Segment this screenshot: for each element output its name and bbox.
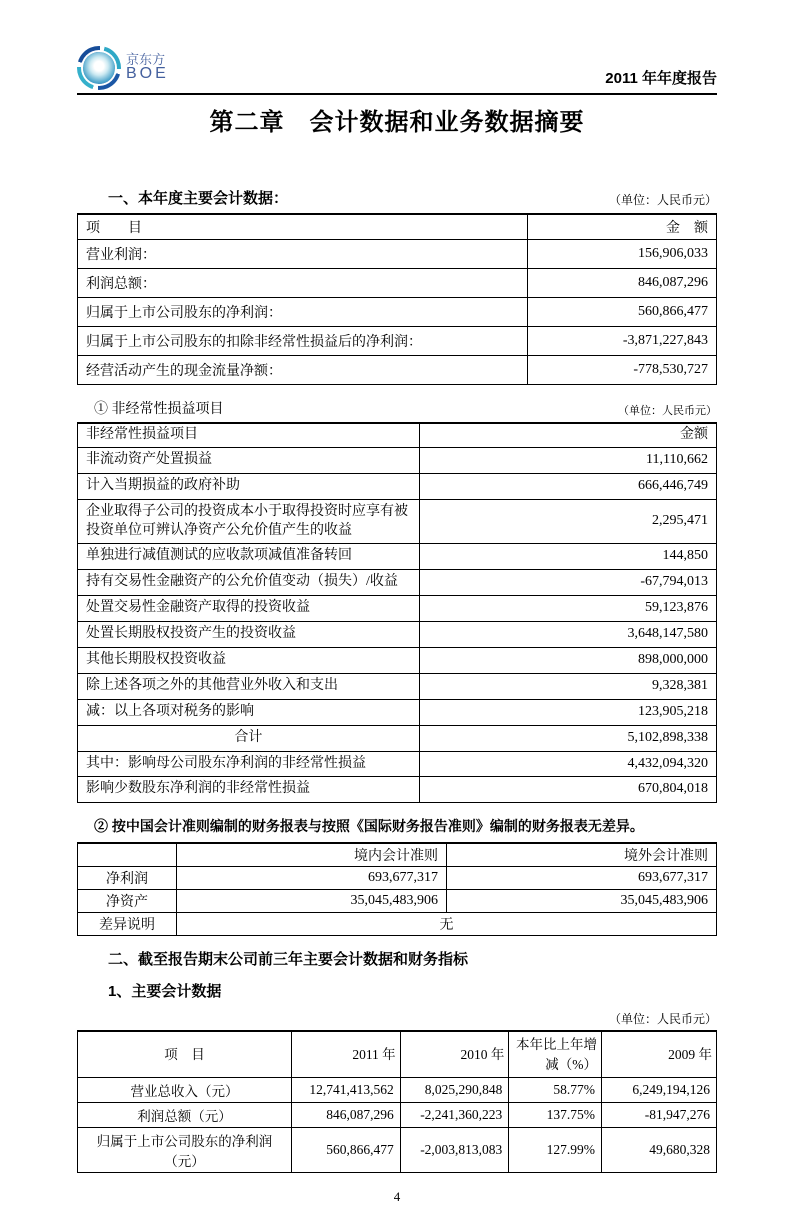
- row-value: 846,087,296: [528, 269, 717, 298]
- column-header-amount: 金 额: [528, 214, 717, 240]
- row-value-2010: -2,241,360,223: [400, 1103, 509, 1128]
- row-label: 归属于上市公司股东的净利润：: [78, 298, 528, 327]
- section1-unit-label: （单位：人民币元）: [608, 193, 717, 207]
- row-value: -3,871,227,843: [528, 327, 717, 356]
- table-row: [78, 473, 717, 499]
- row-value-2010: 8,025,290,848: [400, 1078, 509, 1103]
- page-number: 4: [393, 1189, 401, 1205]
- row-value: 666,446,749: [419, 473, 716, 499]
- logo-en-label: BOE: [126, 65, 169, 83]
- column-header-2009: 2009 年: [601, 1031, 716, 1078]
- table-row: [78, 356, 717, 385]
- total-row-label: 合计: [78, 725, 420, 751]
- total-row-value: 5,102,898,338: [419, 725, 716, 751]
- table-row: [78, 596, 717, 622]
- row-label: 减：以上各项对税务的影响: [78, 699, 420, 725]
- row-label: 归属于上市公司股东的扣除非经常性损益后的净利润：: [78, 327, 528, 356]
- nonrecurring-unit-label: （单位：人民币元）: [618, 405, 717, 417]
- row-label: 其中：影响母公司股东净利润的非经常性损益: [78, 751, 420, 777]
- row-value: 59,123,876: [419, 596, 716, 622]
- row-value: 670,804,018: [419, 777, 716, 803]
- logo-cn-label: 京东方: [126, 51, 166, 67]
- accounting-standards-table: [77, 842, 717, 936]
- note-row-value: 无: [177, 913, 717, 936]
- row-label: 营业总收入（元）: [78, 1078, 292, 1103]
- table-header-row: [78, 843, 717, 867]
- row-label: 归属于上市公司股东的净利润（元）: [78, 1128, 292, 1173]
- table-row: [78, 240, 717, 269]
- row-value-2011: 560,866,477: [292, 1128, 401, 1173]
- three-year-data-table: [77, 1030, 717, 1173]
- column-header-amount: 金额: [419, 423, 716, 447]
- nonrecurring-items-table: [77, 422, 717, 803]
- row-value: 156,906,033: [528, 240, 717, 269]
- column-header-overseas: 境外会计准则: [447, 843, 717, 867]
- row-label: 利润总额（元）: [78, 1103, 292, 1128]
- row-value: 3,648,147,580: [419, 622, 716, 648]
- column-header-blank: [78, 843, 177, 867]
- table-row: [78, 327, 717, 356]
- table-row: [78, 867, 717, 890]
- table-row: [78, 751, 717, 777]
- row-label: 其他长期股权投资收益: [78, 648, 420, 674]
- row-value: 2,295,471: [419, 499, 716, 544]
- row-label: 处置长期股权投资产生的投资收益: [78, 622, 420, 648]
- row-label: 持有交易性金融资产的公允价值变动（损失）/收益: [78, 570, 420, 596]
- table-row: [78, 890, 717, 913]
- column-header-item: 项 目: [78, 214, 528, 240]
- section1-heading-row: [77, 187, 717, 208]
- section2-unit-label: （单位：人民币元）: [608, 1012, 717, 1027]
- main-accounting-data-table: [77, 213, 717, 385]
- section2-heading: 二、截至报告期末公司前三年主要会计数据和财务指标: [108, 951, 469, 969]
- row-label: 非流动资产处置损益: [78, 447, 420, 473]
- row-value: 898,000,000: [419, 648, 716, 674]
- column-header-item: 项 目: [78, 1031, 292, 1078]
- report-title: 2011 年年度报告: [605, 70, 717, 87]
- row-label: 净利润: [78, 867, 177, 890]
- table-row: [78, 447, 717, 473]
- row-label: 净资产: [78, 890, 177, 913]
- boe-logo-icon: [77, 46, 121, 90]
- page-header: [77, 46, 717, 95]
- row-value: -778,530,727: [528, 356, 717, 385]
- row-value-domestic: 35,045,483,906: [177, 890, 447, 913]
- section1-heading: 一、本年度主要会计数据：: [108, 190, 289, 207]
- row-value: 4,432,094,320: [419, 751, 716, 777]
- row-value-2010: -2,003,813,083: [400, 1128, 509, 1173]
- row-value: 560,866,477: [528, 298, 717, 327]
- column-header-change: 本年比上年增减（%）: [509, 1031, 602, 1078]
- section2-sub-heading: 1、主要会计数据: [108, 983, 222, 1001]
- row-value-change: 58.77%: [509, 1078, 602, 1103]
- row-value: 11,110,662: [419, 447, 716, 473]
- table-row: [78, 622, 717, 648]
- row-value-2011: 846,087,296: [292, 1103, 401, 1128]
- row-value: 9,328,381: [419, 673, 716, 699]
- row-label: 利润总额：: [78, 269, 528, 298]
- nonrecurring-heading: ① 非经常性损益项目: [94, 402, 224, 417]
- table-row: [78, 544, 717, 570]
- row-label: 除上述各项之外的其他营业外收入和支出: [78, 673, 420, 699]
- boe-logo-text: [126, 53, 169, 83]
- table-header-row: [78, 423, 717, 447]
- table-row: [78, 777, 717, 803]
- column-header-item: 非经常性损益项目: [78, 423, 420, 447]
- row-value-2009: 49,680,328: [601, 1128, 716, 1173]
- standards-note-heading: ② 按中国会计准则编制的财务报表与按照《国际财务报告准则》编制的财务报表无差异。: [94, 818, 644, 835]
- table-note-row: [78, 913, 717, 936]
- row-label: 企业取得子公司的投资成本小于取得投资时应享有被投资单位可辨认净资产公允价值产生的收益: [78, 499, 420, 544]
- row-value: -67,794,013: [419, 570, 716, 596]
- table-row: [78, 499, 717, 544]
- row-label: 经营活动产生的现金流量净额：: [78, 356, 528, 385]
- row-value-domestic: 693,677,317: [177, 867, 447, 890]
- table-row: [78, 648, 717, 674]
- boe-logo: [77, 46, 169, 90]
- row-label: 影响少数股东净利润的非经常性损益: [78, 777, 420, 803]
- table-row: [78, 1103, 717, 1128]
- row-value-change: 127.99%: [509, 1128, 602, 1173]
- table-header-row: [78, 1031, 717, 1078]
- row-value-2011: 12,741,413,562: [292, 1078, 401, 1103]
- table-row: [78, 298, 717, 327]
- row-label: 单独进行减值测试的应收款项减值准备转回: [78, 544, 420, 570]
- row-value: 144,850: [419, 544, 716, 570]
- table-row: [78, 699, 717, 725]
- row-value-overseas: 693,677,317: [447, 867, 717, 890]
- row-label: 处置交易性金融资产取得的投资收益: [78, 596, 420, 622]
- table-total-row: [78, 725, 717, 751]
- column-header-domestic: 境内会计准则: [177, 843, 447, 867]
- table-row: [78, 570, 717, 596]
- row-label: 计入当期损益的政府补助: [78, 473, 420, 499]
- page-title: 第二章 会计数据和业务数据摘要: [209, 109, 585, 136]
- column-header-2011: 2011 年: [292, 1031, 401, 1078]
- row-value-2009: 6,249,194,126: [601, 1078, 716, 1103]
- note-row-label: 差异说明: [78, 913, 177, 936]
- table-row: [78, 673, 717, 699]
- table-header-row: [78, 214, 717, 240]
- nonrecurring-heading-row: [77, 398, 717, 418]
- row-value-overseas: 35,045,483,906: [447, 890, 717, 913]
- row-label: 营业利润：: [78, 240, 528, 269]
- table-row: [78, 1128, 717, 1173]
- table-row: [78, 269, 717, 298]
- row-value: 123,905,218: [419, 699, 716, 725]
- row-value-change: 137.75%: [509, 1103, 602, 1128]
- row-value-2009: -81,947,276: [601, 1103, 716, 1128]
- column-header-2010: 2010 年: [400, 1031, 509, 1078]
- table-row: [78, 1078, 717, 1103]
